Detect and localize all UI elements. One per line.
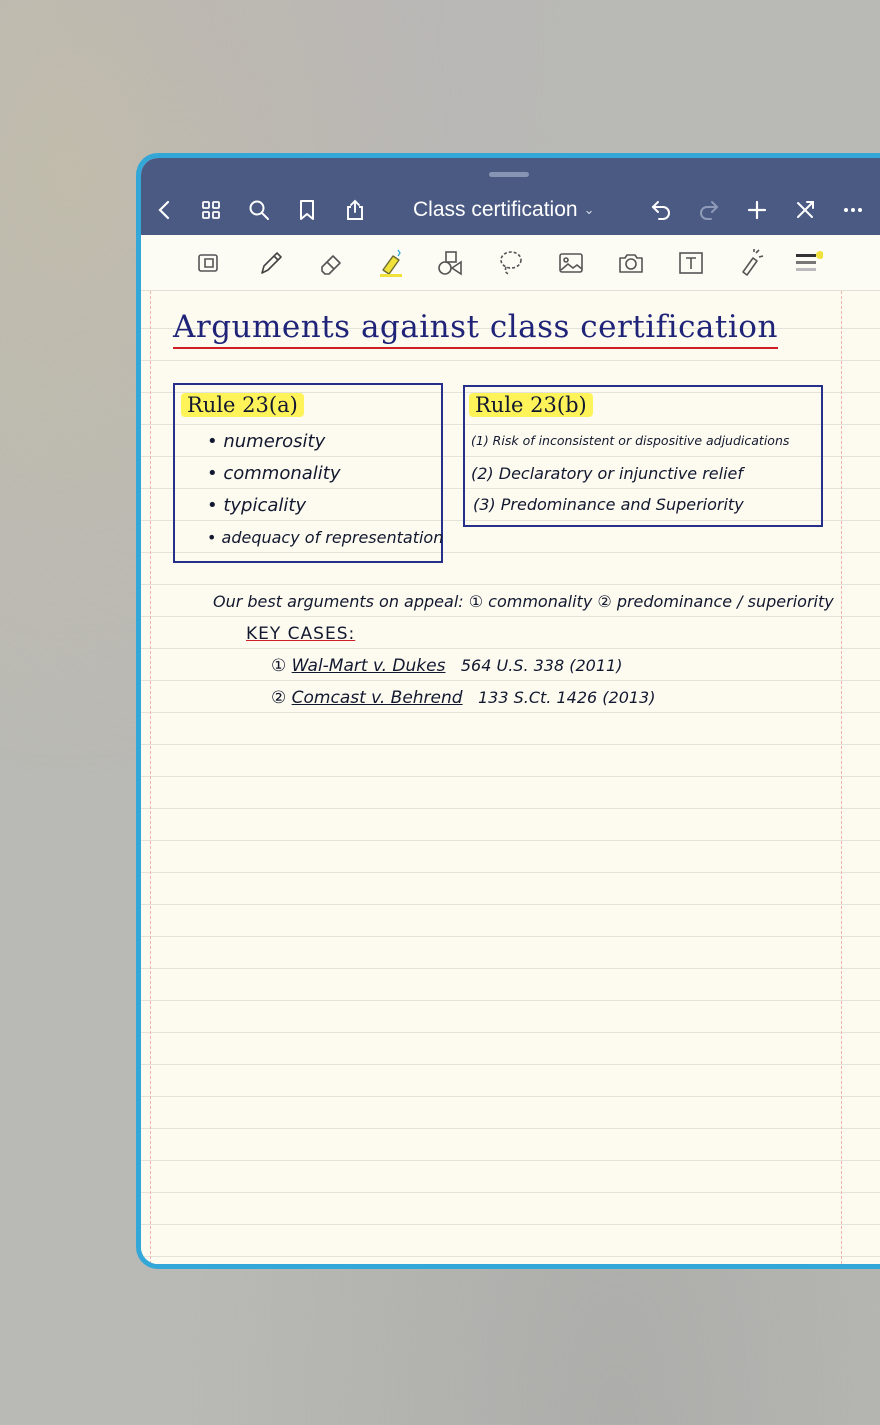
pen-icon[interactable]: [256, 248, 286, 278]
nav-bar: [141, 158, 880, 235]
rule-23a-heading: Rule 23(a): [181, 393, 304, 417]
rule-23b-item: (1) Risk of inconsistent or dispositive adjudications: [471, 433, 790, 448]
search-icon[interactable]: [247, 198, 271, 222]
lasso-icon[interactable]: [496, 248, 526, 278]
rule-23b-item: (3) Predominance and Superiority: [473, 495, 744, 514]
case-number: ②: [271, 688, 287, 708]
camera-icon[interactable]: [616, 248, 646, 278]
case-row: [271, 656, 622, 676]
case-number: ①: [271, 656, 287, 676]
case-name: Wal-Mart v. Dukes: [291, 656, 446, 676]
case-citation: 133 S.Ct. 1426 (2013): [477, 688, 656, 707]
laser-icon[interactable]: [735, 248, 765, 278]
share-icon[interactable]: [343, 198, 367, 222]
note-title: Arguments against class certification: [173, 309, 778, 349]
scan-icon[interactable]: [194, 248, 224, 278]
notes-app-window: [136, 153, 880, 1269]
eraser-icon[interactable]: [316, 248, 346, 278]
case-citation: 564 U.S. 338 (2011): [460, 656, 623, 675]
window-grabber[interactable]: [489, 172, 529, 177]
shapes-icon[interactable]: [435, 248, 465, 278]
rule-23a-item: • adequacy of representation: [207, 528, 444, 547]
document-title-button[interactable]: [413, 198, 594, 222]
bookmark-icon[interactable]: [295, 198, 319, 222]
grid-icon[interactable]: [199, 198, 223, 222]
highlighter-icon[interactable]: [376, 248, 406, 278]
rule-23b-box: [463, 385, 823, 527]
note-page[interactable]: [141, 291, 880, 1264]
document-title: Class certification: [413, 198, 578, 221]
tool-bar: [141, 235, 880, 291]
text-icon[interactable]: [676, 248, 706, 278]
rule-23a-item: • typicality: [207, 495, 307, 516]
rule-23a-item: • commonality: [207, 463, 341, 484]
plus-icon[interactable]: [745, 198, 769, 222]
right-margin-line: [841, 291, 842, 1264]
back-chevron-icon[interactable]: [153, 198, 177, 222]
image-icon[interactable]: [556, 248, 586, 278]
undo-icon[interactable]: [649, 198, 673, 222]
rule-23b-item: (2) Declaratory or injunctive relief: [471, 464, 744, 483]
more-icon[interactable]: [841, 198, 865, 222]
best-arguments-line: Our best arguments on appeal: ① commonality ② predominance / superiority: [213, 592, 834, 611]
left-margin-line: [150, 291, 151, 1264]
close-icon[interactable]: [793, 198, 817, 222]
redo-icon[interactable]: [697, 198, 721, 222]
key-cases-label: KEY CASES:: [246, 624, 356, 644]
case-name: Comcast v. Behrend: [291, 688, 463, 708]
case-row: [271, 688, 655, 708]
color-strip-icon[interactable]: [793, 248, 823, 278]
rule-23b-heading: Rule 23(b): [469, 393, 593, 417]
rule-23a-item: • numerosity: [207, 431, 326, 452]
rule-23a-box: [173, 383, 443, 563]
chevron-down-icon: ⌄: [583, 202, 595, 217]
